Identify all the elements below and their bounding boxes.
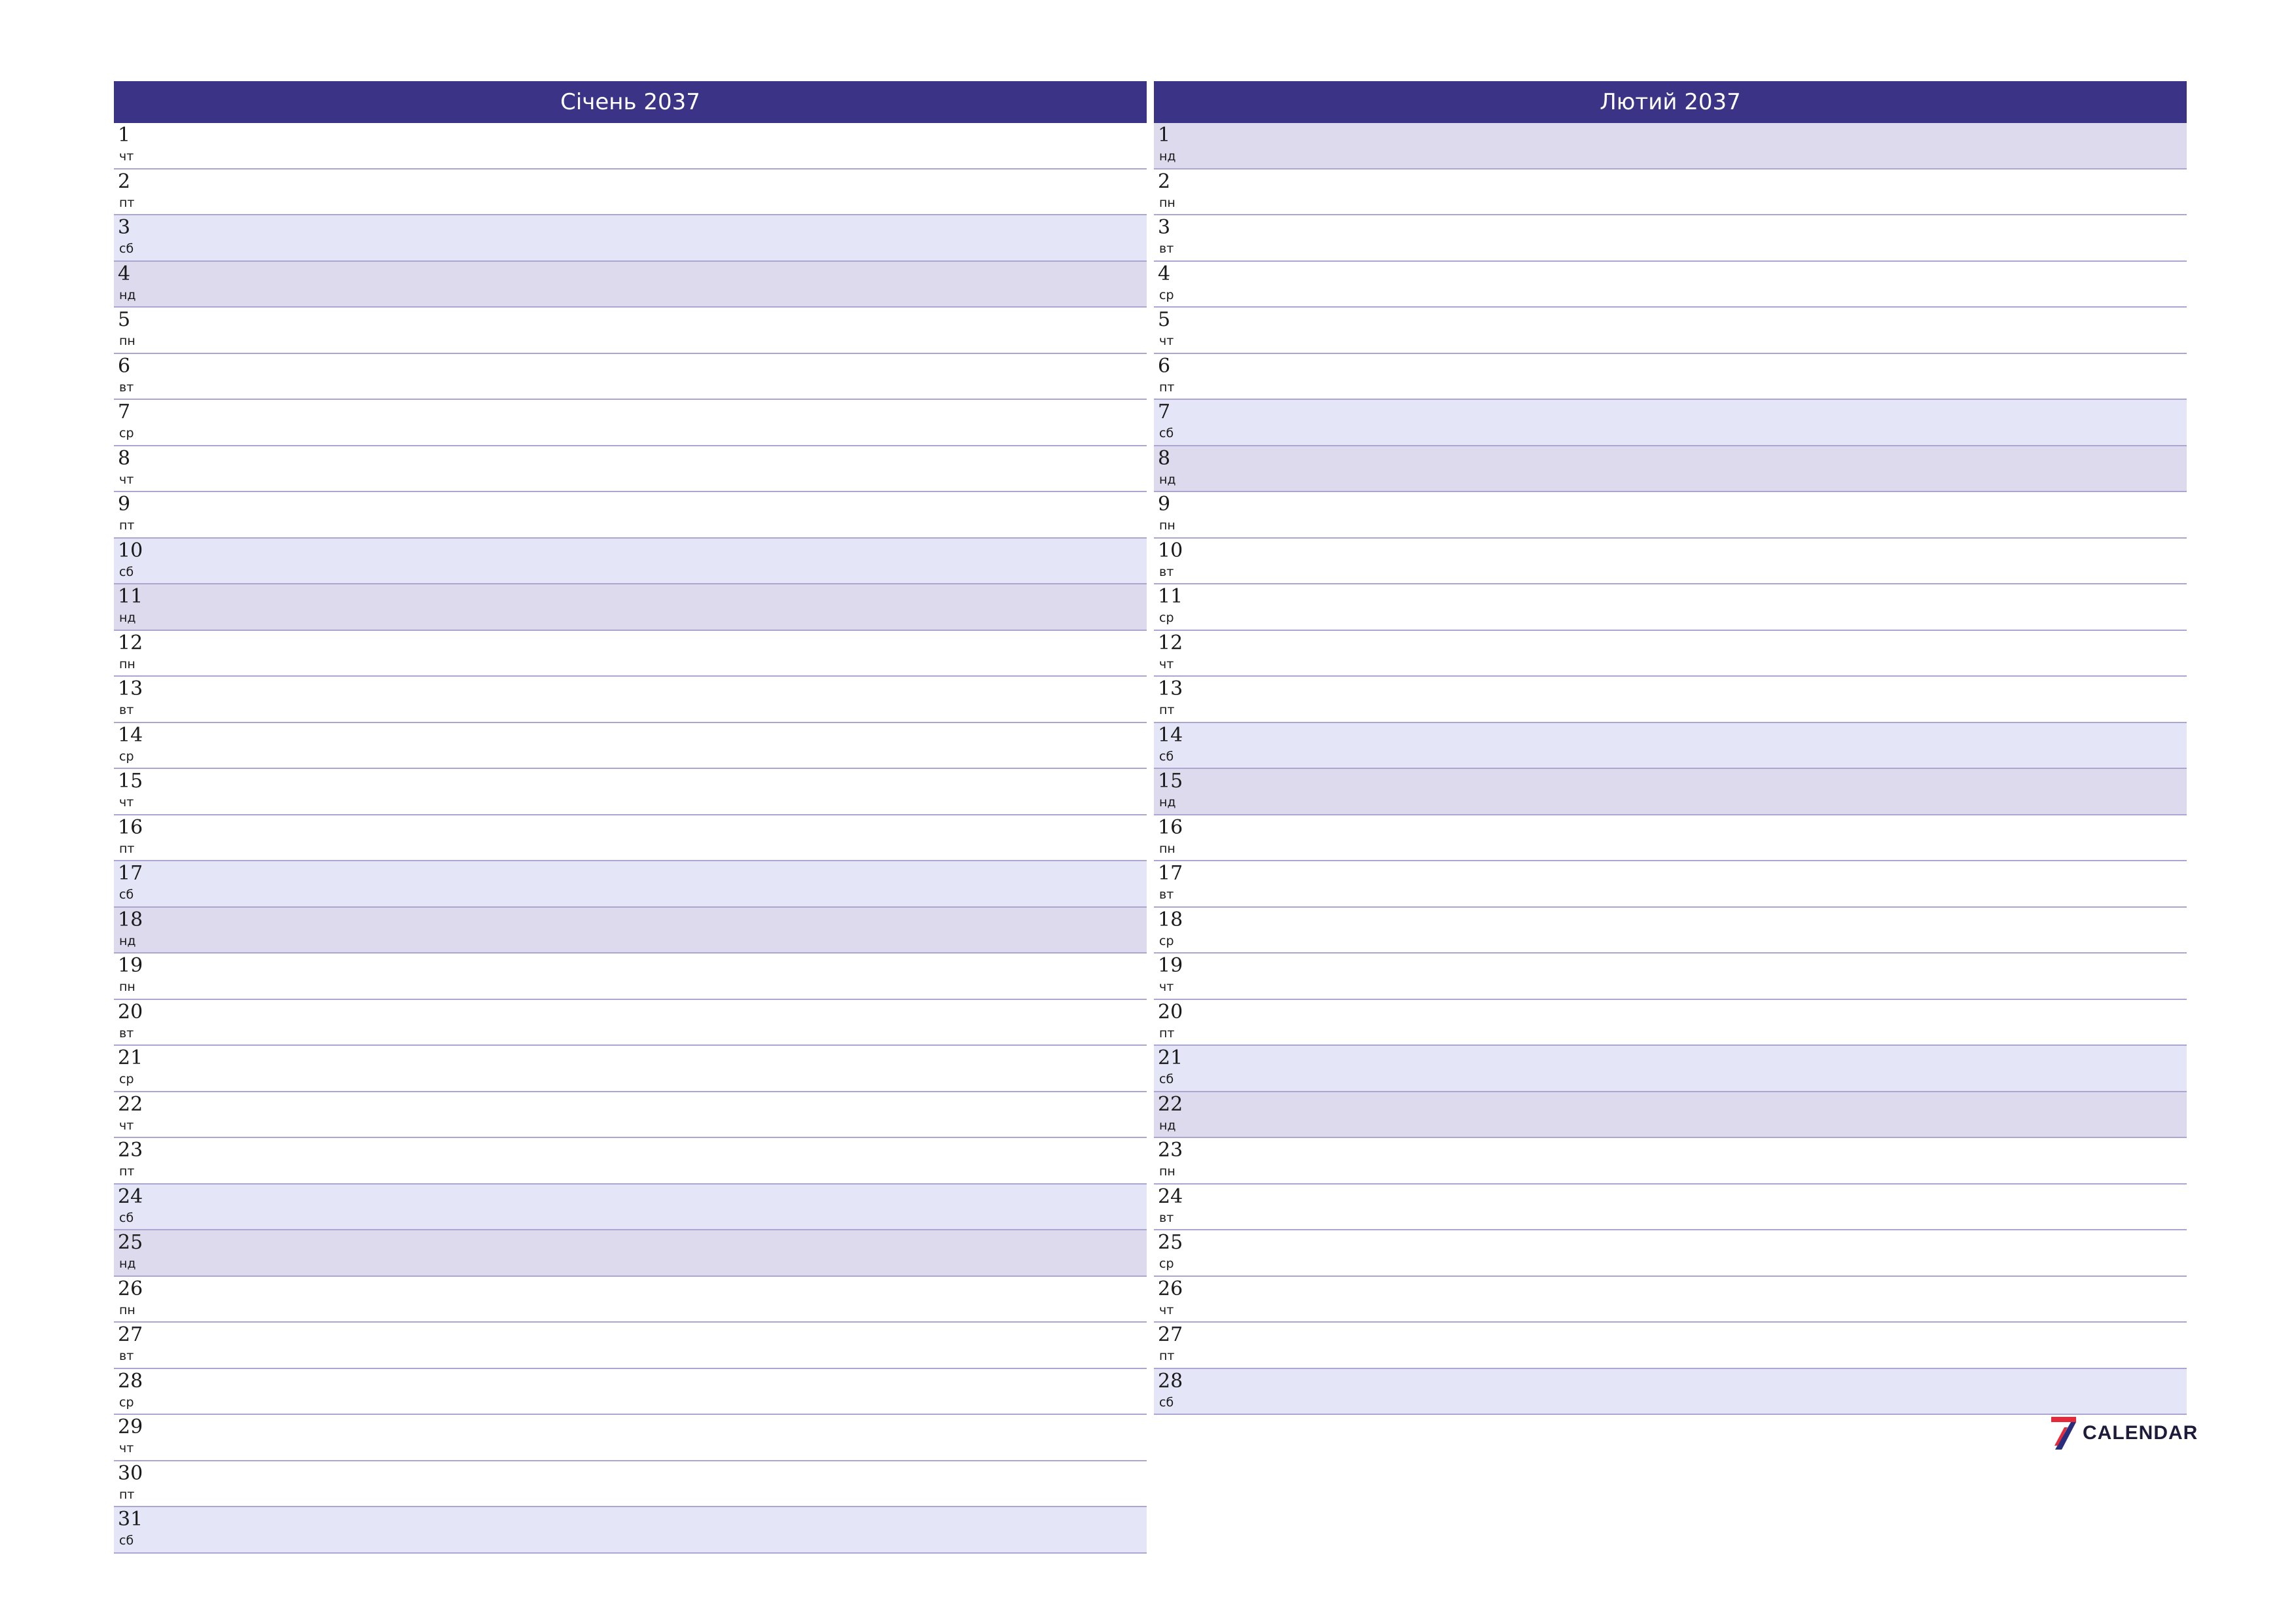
month-january [114, 81, 1147, 1554]
day-number: 2 [118, 169, 131, 193]
weekday-label: нд [119, 1257, 136, 1271]
day-row [114, 631, 1147, 677]
day-row [1154, 1185, 2187, 1231]
day-number: 7 [1158, 401, 1171, 423]
day-number: 12 [1158, 631, 1183, 654]
weekday-label: вт [1159, 564, 1174, 579]
weekday-label: нд [119, 611, 136, 625]
day-row [1154, 169, 2187, 216]
day-number: 6 [118, 354, 131, 378]
weekday-label: ср [119, 1072, 134, 1086]
weekday-label: чт [1159, 1302, 1174, 1317]
day-row [1154, 446, 2187, 493]
day-row [1154, 584, 2187, 631]
weekday-label: пн [119, 980, 135, 994]
day-row [1154, 1046, 2187, 1092]
weekday-label: чт [119, 1118, 134, 1133]
day-number: 30 [118, 1461, 143, 1485]
day-row [114, 769, 1147, 815]
day-row [1154, 262, 2187, 308]
day-number: 28 [118, 1369, 143, 1393]
weekday-label: пт [119, 1164, 135, 1179]
day-row [1154, 1000, 2187, 1046]
weekday-label: сб [119, 564, 134, 579]
weekday-label: чт [1159, 656, 1174, 671]
day-number: 24 [118, 1185, 143, 1208]
day-number: 3 [1158, 216, 1171, 239]
day-row [1154, 861, 2187, 908]
day-row [114, 1415, 1147, 1461]
day-row [1154, 1369, 2187, 1416]
day-row [1154, 815, 2187, 862]
weekday-label: нд [1159, 472, 1176, 487]
day-number: 21 [1158, 1046, 1183, 1069]
brand-logo [2049, 1416, 2198, 1451]
day-row [114, 1046, 1147, 1092]
day-row [114, 354, 1147, 401]
day-number: 6 [1158, 354, 1171, 378]
day-number: 17 [1158, 862, 1183, 885]
day-row [1154, 354, 2187, 401]
month-february [1154, 81, 2187, 1415]
day-number: 23 [118, 1139, 143, 1162]
weekday-label: ср [1159, 287, 1174, 302]
day-list [114, 123, 1147, 1554]
weekday-label: сб [119, 1210, 134, 1225]
day-number: 19 [1158, 954, 1183, 977]
day-row [1154, 308, 2187, 354]
day-row [114, 400, 1147, 446]
day-number: 15 [118, 770, 143, 793]
day-row [114, 815, 1147, 862]
weekday-label: пт [119, 518, 135, 533]
month-title: Січень 2037 [114, 81, 1147, 123]
day-row [1154, 769, 2187, 815]
day-row [114, 1185, 1147, 1231]
day-number: 18 [118, 908, 143, 931]
weekday-label: сб [119, 1533, 134, 1548]
brand-text: CALENDAR [2083, 1422, 2198, 1444]
day-number: 27 [1158, 1323, 1183, 1346]
day-row [1154, 677, 2187, 723]
weekday-label: сб [1159, 426, 1174, 440]
day-number: 2 [1158, 169, 1171, 193]
day-row [1154, 954, 2187, 1000]
day-row [1154, 400, 2187, 446]
weekday-label: пт [119, 195, 135, 210]
weekday-label: ср [119, 749, 134, 764]
day-row [114, 1138, 1147, 1185]
day-number: 11 [118, 585, 143, 608]
day-number: 1 [1158, 124, 1171, 147]
day-row [114, 861, 1147, 908]
weekday-label: сб [1159, 749, 1174, 764]
weekday-label: вт [1159, 241, 1174, 256]
day-row [1154, 215, 2187, 262]
day-number: 1 [118, 124, 131, 147]
day-number: 5 [118, 308, 131, 331]
day-number: 12 [118, 631, 143, 654]
day-row [114, 169, 1147, 216]
weekday-label: сб [1159, 1395, 1174, 1410]
month-title: Лютий 2037 [1154, 81, 2187, 123]
weekday-label: пн [119, 334, 135, 348]
weekday-label: сб [1159, 1072, 1174, 1086]
weekday-label: нд [1159, 1118, 1176, 1133]
weekday-label: чт [119, 1441, 134, 1455]
day-row [114, 492, 1147, 539]
weekday-label: вт [119, 1349, 134, 1363]
weekday-label: пн [1159, 1164, 1175, 1179]
day-number: 14 [118, 723, 143, 747]
weekday-label: вт [119, 703, 134, 717]
day-number: 16 [118, 815, 143, 839]
weekday-label: чт [1159, 334, 1174, 348]
day-row [114, 1507, 1147, 1554]
day-number: 15 [1158, 770, 1183, 793]
day-row [114, 1230, 1147, 1277]
day-row [114, 723, 1147, 770]
day-row [1154, 631, 2187, 677]
day-row [114, 1369, 1147, 1416]
weekday-label: чт [119, 795, 134, 810]
weekday-label: ср [1159, 611, 1174, 625]
weekday-label: пн [119, 656, 135, 671]
weekday-label: ср [1159, 933, 1174, 948]
day-row [114, 1000, 1147, 1046]
day-row [1154, 723, 2187, 770]
seven-logo-icon [2049, 1416, 2077, 1451]
day-number: 23 [1158, 1139, 1183, 1162]
weekday-label: пт [119, 1487, 135, 1502]
weekday-label: чт [119, 472, 134, 487]
weekday-label: пн [119, 1302, 135, 1317]
weekday-label: пн [1159, 841, 1175, 856]
day-number: 11 [1158, 585, 1183, 608]
day-number: 9 [118, 493, 131, 516]
day-number: 5 [1158, 308, 1171, 331]
weekday-label: чт [119, 149, 134, 164]
day-row [1154, 1323, 2187, 1369]
day-number: 25 [1158, 1231, 1183, 1254]
weekday-label: ср [1159, 1257, 1174, 1271]
day-row [1154, 1092, 2187, 1139]
day-number: 19 [118, 954, 143, 977]
day-number: 26 [1158, 1277, 1183, 1300]
day-row [114, 262, 1147, 308]
weekday-label: сб [119, 887, 134, 902]
weekday-label: вт [1159, 1210, 1174, 1225]
day-row [114, 677, 1147, 723]
weekday-label: нд [1159, 795, 1176, 810]
day-number: 28 [1158, 1369, 1183, 1393]
day-row [114, 1323, 1147, 1369]
weekday-label: нд [119, 933, 136, 948]
day-number: 27 [118, 1323, 143, 1346]
day-number: 8 [118, 446, 131, 470]
weekday-label: вт [1159, 887, 1174, 902]
weekday-label: пт [1159, 703, 1175, 717]
weekday-label: пт [1159, 1349, 1175, 1363]
day-row [114, 539, 1147, 585]
day-list [1154, 123, 2187, 1415]
day-row [114, 908, 1147, 954]
weekday-label: нд [119, 287, 136, 302]
day-row [114, 1092, 1147, 1139]
day-number: 24 [1158, 1185, 1183, 1208]
day-row [1154, 539, 2187, 585]
day-row [114, 584, 1147, 631]
day-number: 22 [1158, 1092, 1183, 1116]
day-number: 29 [118, 1416, 143, 1438]
day-number: 22 [118, 1092, 143, 1116]
day-number: 7 [118, 401, 131, 423]
day-row [114, 308, 1147, 354]
weekday-label: ср [119, 426, 134, 440]
day-row [114, 1461, 1147, 1508]
day-number: 13 [1158, 677, 1183, 700]
weekday-label: вт [119, 1026, 134, 1041]
weekday-label: пт [1159, 1026, 1175, 1041]
day-row [1154, 1138, 2187, 1185]
day-number: 20 [118, 1000, 143, 1024]
day-number: 14 [1158, 723, 1183, 747]
day-row [1154, 1230, 2187, 1277]
day-number: 20 [1158, 1000, 1183, 1024]
day-row [114, 1277, 1147, 1323]
day-row [114, 215, 1147, 262]
weekday-label: пт [119, 841, 135, 856]
day-number: 16 [1158, 815, 1183, 839]
day-number: 4 [1158, 262, 1171, 285]
day-number: 21 [118, 1046, 143, 1069]
day-number: 10 [1158, 539, 1183, 562]
day-row [1154, 123, 2187, 169]
day-number: 31 [118, 1508, 143, 1531]
day-number: 4 [118, 262, 131, 285]
day-number: 25 [118, 1231, 143, 1254]
day-number: 9 [1158, 493, 1171, 516]
day-number: 18 [1158, 908, 1183, 931]
day-number: 17 [118, 862, 143, 885]
day-row [114, 954, 1147, 1000]
weekday-label: ср [119, 1395, 134, 1410]
weekday-label: пн [1159, 195, 1175, 210]
day-row [1154, 908, 2187, 954]
weekday-label: сб [119, 241, 134, 256]
day-number: 10 [118, 539, 143, 562]
day-number: 26 [118, 1277, 143, 1300]
day-row [1154, 1277, 2187, 1323]
day-row [114, 123, 1147, 169]
day-number: 8 [1158, 446, 1171, 470]
weekday-label: чт [1159, 980, 1174, 994]
weekday-label: пн [1159, 518, 1175, 533]
day-number: 3 [118, 216, 131, 239]
day-row [114, 446, 1147, 493]
day-number: 13 [118, 677, 143, 700]
weekday-label: нд [1159, 149, 1176, 164]
day-row [1154, 492, 2187, 539]
weekday-label: пт [1159, 380, 1175, 395]
weekday-label: вт [119, 380, 134, 395]
